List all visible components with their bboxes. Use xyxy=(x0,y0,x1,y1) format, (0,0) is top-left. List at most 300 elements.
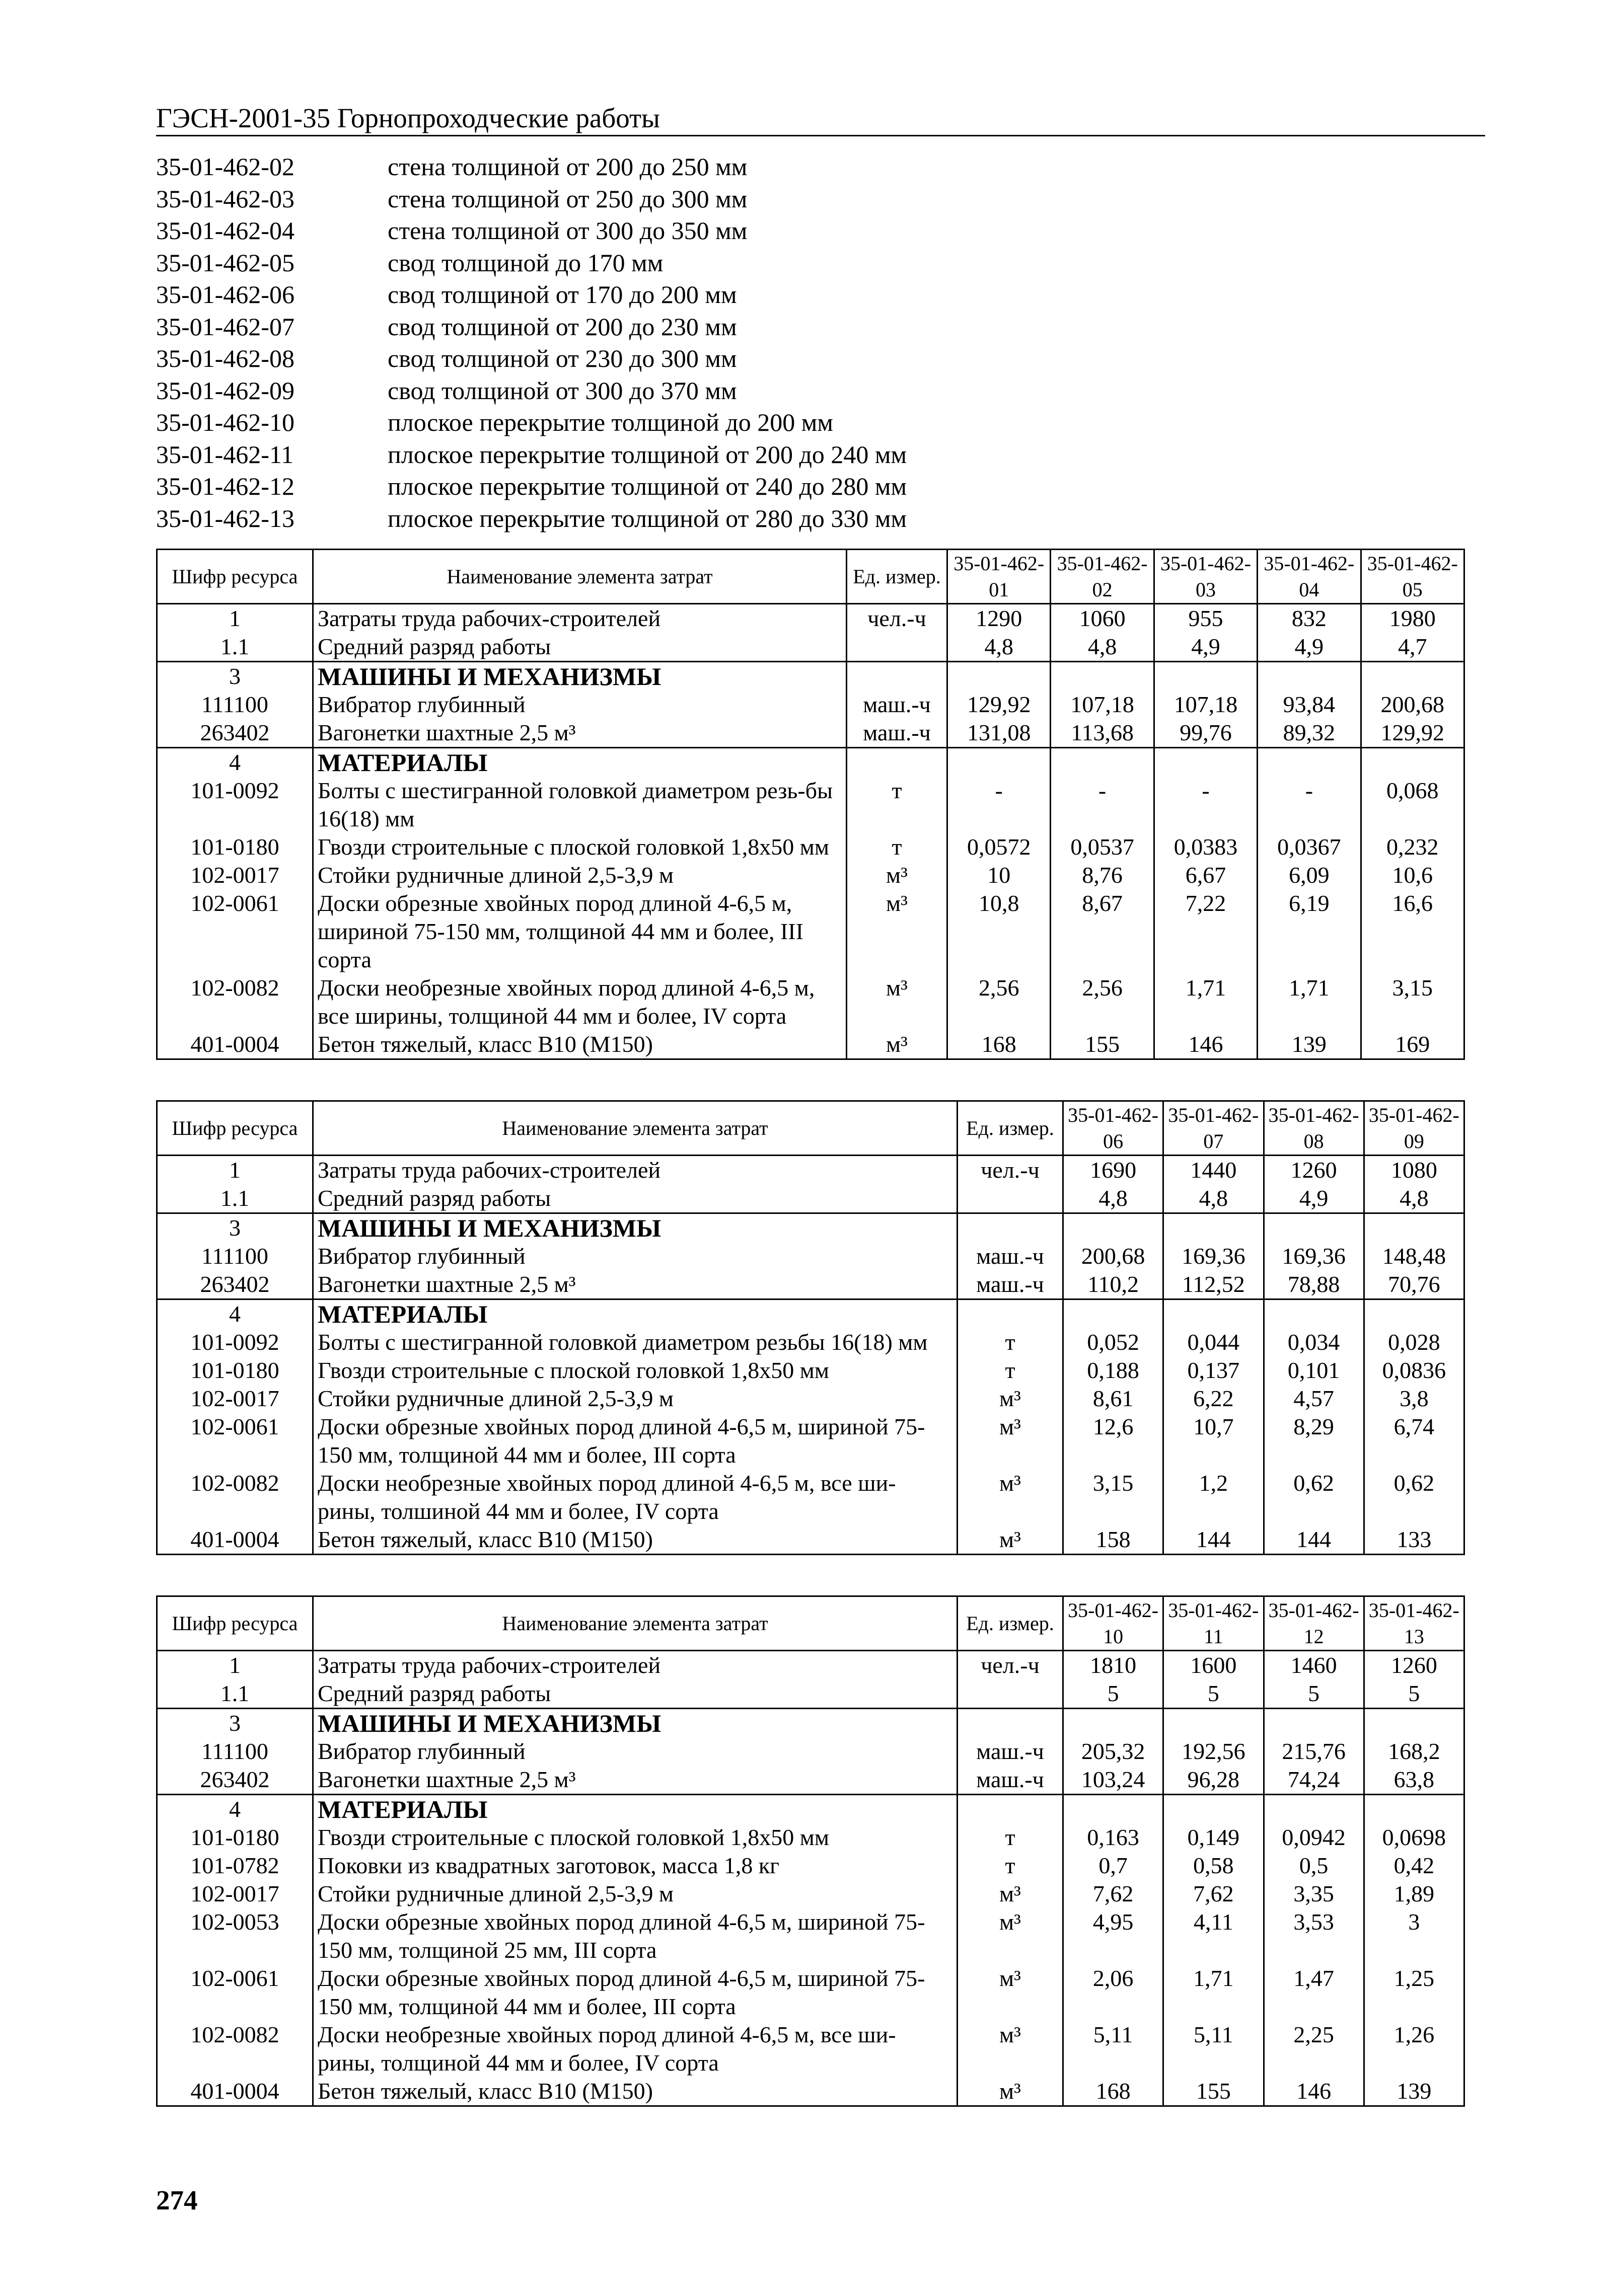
code-list-description: плоское перекрытие толщиной от 280 до 330 мм xyxy=(388,504,907,532)
cell-value: 0,163 xyxy=(1063,1823,1163,1852)
code-list-item xyxy=(156,471,1465,503)
cell-value: 3,15 xyxy=(1361,974,1464,1030)
cell-name: Стойки рудничные длиной 2,5-3,9 м xyxy=(313,1385,958,1413)
cell-value: 1260 xyxy=(1264,1156,1364,1185)
cell-code: 3 xyxy=(229,1215,241,1241)
cell-unit xyxy=(847,748,947,777)
table-row xyxy=(157,1823,1464,1852)
code-list-description: плоское перекрытие толщиной от 240 до 280 мм xyxy=(388,472,907,500)
cell-name: Бетон тяжелый, класс В10 (М150) xyxy=(313,1525,958,1555)
cell-code: 101-0180 xyxy=(190,834,279,860)
code-list-code: 35-01-462-07 xyxy=(156,312,295,341)
code-list-description: свод толщиной до 170 мм xyxy=(388,248,664,277)
cell-name: МАТЕРИАЛЫ xyxy=(313,748,847,777)
cell-value: 0,149 xyxy=(1163,1823,1264,1852)
cell-value: 112,52 xyxy=(1163,1270,1264,1299)
cell-value: 192,56 xyxy=(1163,1737,1264,1766)
header-norm-code: 35-01-462-07 xyxy=(1163,1101,1264,1156)
cell-code: 1 xyxy=(229,605,241,631)
cell-name: Гвозди строительные с плоской головкой 1,8x50 мм xyxy=(313,1823,958,1852)
cell-value: 155 xyxy=(1051,1030,1154,1059)
cell-value xyxy=(1163,1795,1264,1824)
cell-value: 107,18 xyxy=(1051,691,1154,719)
cell-name: Вибратор глубинный xyxy=(313,1737,958,1766)
code-list-item xyxy=(156,151,1465,183)
table-body xyxy=(157,1651,1464,2106)
cell-value: 16,6 xyxy=(1361,889,1464,974)
cell-value: 4,8 xyxy=(947,633,1051,662)
code-list-item xyxy=(156,503,1465,535)
cell-value: 1060 xyxy=(1051,604,1154,633)
cell-value: 4,95 xyxy=(1063,1908,1163,1964)
header-row xyxy=(157,550,1464,604)
cell-value: 1290 xyxy=(947,604,1051,633)
cell-unit: чел.-ч xyxy=(958,1156,1063,1185)
cell-value: 0,5 xyxy=(1264,1852,1364,1880)
code-list-code: 35-01-462-09 xyxy=(156,376,295,405)
cell-name: Доски необрезные хвойных пород длиной 4-6,5 м, все ши-рины, толщиной 44 мм и более, IV сорта xyxy=(313,2021,958,2077)
table-row xyxy=(157,1651,1464,1680)
cell-value: - xyxy=(947,777,1051,833)
cell-unit: т xyxy=(958,1852,1063,1880)
cell-value: 1,71 xyxy=(1258,974,1361,1030)
code-list-code: 35-01-462-12 xyxy=(156,472,295,500)
table-row xyxy=(157,1328,1464,1356)
cell-code: 111100 xyxy=(201,1738,268,1764)
cell-value: 113,68 xyxy=(1051,719,1154,748)
cell-value xyxy=(1364,1795,1464,1824)
cell-value: 4,11 xyxy=(1163,1908,1264,1964)
header-unit: Ед. измер. xyxy=(958,1596,1063,1651)
table-row xyxy=(157,1385,1464,1413)
cell-value xyxy=(1361,748,1464,777)
cell-code: 401-0004 xyxy=(190,1031,279,1057)
cell-value: 10,8 xyxy=(947,889,1051,974)
code-list-description: свод толщиной от 200 до 230 мм xyxy=(388,312,737,341)
cell-value: 107,18 xyxy=(1154,691,1257,719)
cell-value: 0,62 xyxy=(1364,1469,1464,1525)
cell-name: Вибратор глубинный xyxy=(313,691,847,719)
cell-value: 0,58 xyxy=(1163,1852,1264,1880)
section-row xyxy=(157,662,1464,691)
cell-code: 3 xyxy=(229,1710,241,1736)
cell-value: 12,6 xyxy=(1063,1413,1163,1469)
cell-value: 4,9 xyxy=(1264,1184,1364,1213)
cell-value: 7,62 xyxy=(1163,1880,1264,1908)
cell-unit: м³ xyxy=(847,861,947,889)
code-list-description: стена толщиной от 300 до 350 мм xyxy=(388,216,748,245)
table-row xyxy=(157,861,1464,889)
section-row xyxy=(157,1795,1464,1824)
cell-value: 4,8 xyxy=(1364,1184,1464,1213)
code-list-description: свод толщиной от 230 до 300 мм xyxy=(388,344,737,372)
table-row xyxy=(157,2077,1464,2106)
cell-name: Поковки из квадратных заготовок, масса 1,8 кг xyxy=(313,1852,958,1880)
cell-name: Вагонетки шахтные 2,5 м³ xyxy=(313,719,847,748)
cell-value: 3 xyxy=(1364,1908,1464,1964)
cell-value xyxy=(1163,1213,1264,1243)
cell-value: 93,84 xyxy=(1258,691,1361,719)
cell-value: 4,9 xyxy=(1154,633,1257,662)
cell-value: 200,68 xyxy=(1361,691,1464,719)
cell-value: 139 xyxy=(1364,2077,1464,2106)
cell-value: 10,6 xyxy=(1361,861,1464,889)
table-row xyxy=(157,1679,1464,1709)
cell-code: 102-0061 xyxy=(190,1965,279,1991)
header-code: Шифр ресурса xyxy=(157,1596,313,1651)
cell-name: Вибратор глубинный xyxy=(313,1242,958,1270)
table-row xyxy=(157,1030,1464,1059)
header-name: Наименование элемента затрат xyxy=(313,1596,958,1651)
cell-value: 148,48 xyxy=(1364,1242,1464,1270)
cell-value xyxy=(1258,748,1361,777)
cell-value: 1980 xyxy=(1361,604,1464,633)
table-row xyxy=(157,1184,1464,1213)
header-title: ГЭСН-2001-35 Горнопроходческие работы xyxy=(156,103,660,133)
header-norm-code: 35-01-462-06 xyxy=(1063,1101,1163,1156)
cell-name: МАТЕРИАЛЫ xyxy=(313,1795,958,1824)
cell-value: 6,22 xyxy=(1163,1385,1264,1413)
cell-value: 4,57 xyxy=(1264,1385,1364,1413)
cell-unit xyxy=(958,1679,1063,1709)
code-list-description: стена толщиной от 200 до 250 мм xyxy=(388,152,748,181)
cell-unit: м³ xyxy=(958,1385,1063,1413)
cell-value: 74,24 xyxy=(1264,1766,1364,1795)
cell-value: 63,8 xyxy=(1364,1766,1464,1795)
cell-code: 102-0017 xyxy=(190,1386,279,1411)
cell-value xyxy=(1264,1795,1364,1824)
cell-value: 4,9 xyxy=(1258,633,1361,662)
cell-value: 168,2 xyxy=(1364,1737,1464,1766)
cell-value xyxy=(1051,662,1154,691)
cell-code: 102-0017 xyxy=(190,1881,279,1906)
cell-name: МАШИНЫ И МЕХАНИЗМЫ xyxy=(313,1709,958,1738)
header-norm-code: 35-01-462-13 xyxy=(1364,1596,1464,1651)
code-list-code: 35-01-462-06 xyxy=(156,280,295,309)
cell-value xyxy=(1051,748,1154,777)
header-row xyxy=(157,1101,1464,1156)
cell-value: 832 xyxy=(1258,604,1361,633)
cell-unit xyxy=(958,1709,1063,1738)
cell-code: 401-0004 xyxy=(190,2078,279,2104)
cell-value: 169,36 xyxy=(1264,1242,1364,1270)
cell-value: 0,0367 xyxy=(1258,833,1361,861)
table-row xyxy=(157,889,1464,974)
cell-value: 1260 xyxy=(1364,1651,1464,1680)
header-norm-code: 35-01-462-04 xyxy=(1258,550,1361,604)
cell-unit: маш.-ч xyxy=(847,691,947,719)
cell-value: 1460 xyxy=(1264,1651,1364,1680)
cell-value xyxy=(1063,1213,1163,1243)
cell-code: 101-0092 xyxy=(190,778,279,803)
cell-value: 1,71 xyxy=(1154,974,1257,1030)
cell-unit: т xyxy=(847,833,947,861)
cell-name: Доски обрезные хвойных пород длиной 4-6,5 м, шириной 75-150 мм, толщиной 44 мм и более, III сорта xyxy=(313,1413,958,1469)
cell-value: 0,7 xyxy=(1063,1852,1163,1880)
cell-code: 401-0004 xyxy=(190,1526,279,1552)
cell-value: 5,11 xyxy=(1063,2021,1163,2077)
cell-name: Стойки рудничные длиной 2,5-3,9 м xyxy=(313,861,847,889)
cell-unit xyxy=(847,633,947,662)
cell-value: 5 xyxy=(1364,1679,1464,1709)
cell-code: 4 xyxy=(229,1301,241,1327)
cell-unit: м³ xyxy=(958,1964,1063,2021)
cell-value: 8,76 xyxy=(1051,861,1154,889)
cell-value: 955 xyxy=(1154,604,1257,633)
cell-name: Гвозди строительные с плоской головкой 1,8x50 мм xyxy=(313,833,847,861)
cell-unit: м³ xyxy=(958,1908,1063,1964)
table-row xyxy=(157,1964,1464,2021)
resource-table-1 xyxy=(156,549,1465,1060)
table-row xyxy=(157,1356,1464,1385)
table-row xyxy=(157,1413,1464,1469)
cell-value: 0,0572 xyxy=(947,833,1051,861)
cell-code: 1 xyxy=(229,1652,241,1678)
cell-unit: т xyxy=(958,1823,1063,1852)
cell-name: Болты с шестигранной головкой диаметром резьбы 16(18) мм xyxy=(313,1328,958,1356)
table-header xyxy=(157,1101,1464,1156)
section-row xyxy=(157,1299,1464,1329)
header-name: Наименование элемента затрат xyxy=(313,550,847,604)
cell-value: 215,76 xyxy=(1264,1737,1364,1766)
cell-code: 101-0092 xyxy=(190,1329,279,1355)
cell-unit: т xyxy=(847,777,947,833)
cell-unit: чел.-ч xyxy=(847,604,947,633)
cell-value xyxy=(1264,1213,1364,1243)
cell-value: 0,068 xyxy=(1361,777,1464,833)
cell-name: Бетон тяжелый, класс В10 (М150) xyxy=(313,2077,958,2106)
code-list-code: 35-01-462-08 xyxy=(156,344,295,372)
cell-value xyxy=(1364,1299,1464,1329)
table-row xyxy=(157,719,1464,748)
section-row xyxy=(157,1709,1464,1738)
cell-unit: маш.-ч xyxy=(847,719,947,748)
cell-value xyxy=(947,748,1051,777)
header-norm-code: 35-01-462-08 xyxy=(1264,1101,1364,1156)
cell-value: 0,0537 xyxy=(1051,833,1154,861)
cell-value: 110,2 xyxy=(1063,1270,1163,1299)
cell-value xyxy=(1154,662,1257,691)
cell-value: 0,0698 xyxy=(1364,1823,1464,1852)
cell-unit: т xyxy=(958,1356,1063,1385)
cell-value: 1810 xyxy=(1063,1651,1163,1680)
cell-value: 0,0383 xyxy=(1154,833,1257,861)
cell-value xyxy=(1361,662,1464,691)
cell-unit: м³ xyxy=(958,1413,1063,1469)
header-norm-code: 35-01-462-11 xyxy=(1163,1596,1264,1651)
cell-unit xyxy=(847,662,947,691)
cell-value: 144 xyxy=(1264,1525,1364,1555)
table-row xyxy=(157,777,1464,833)
table-row xyxy=(157,1525,1464,1555)
cell-value: 3,53 xyxy=(1264,1908,1364,1964)
cell-value: 5 xyxy=(1264,1679,1364,1709)
cell-value: 1,47 xyxy=(1264,1964,1364,2021)
cell-code: 102-0061 xyxy=(190,1414,279,1439)
cell-value: 131,08 xyxy=(947,719,1051,748)
cell-unit: м³ xyxy=(958,1469,1063,1525)
cell-name: Доски обрезные хвойных пород длиной 4-6,5 м, шириной 75-150 мм, толщиной 25 мм, III сорта xyxy=(313,1908,958,1964)
cell-value: - xyxy=(1051,777,1154,833)
cell-code: 102-0082 xyxy=(190,2022,279,2047)
cell-value: - xyxy=(1258,777,1361,833)
table-row xyxy=(157,691,1464,719)
cell-value: 1,25 xyxy=(1364,1964,1464,2021)
cell-name: МАШИНЫ И МЕХАНИЗМЫ xyxy=(313,1213,958,1243)
section-row xyxy=(157,748,1464,777)
header-norm-code: 35-01-462-09 xyxy=(1364,1101,1464,1156)
cell-value: 10 xyxy=(947,861,1051,889)
table-row xyxy=(157,1737,1464,1766)
cell-value: 133 xyxy=(1364,1525,1464,1555)
cell-value xyxy=(1264,1709,1364,1738)
cell-value: 169 xyxy=(1361,1030,1464,1059)
cell-code: 4 xyxy=(229,1796,241,1822)
cell-name: МАТЕРИАЛЫ xyxy=(313,1299,958,1329)
cell-value: 1,2 xyxy=(1163,1469,1264,1525)
table-row xyxy=(157,1766,1464,1795)
cell-code: 111100 xyxy=(201,692,268,717)
cell-value: 89,32 xyxy=(1258,719,1361,748)
cell-value: 0,188 xyxy=(1063,1356,1163,1385)
page-number: 274 xyxy=(156,2185,198,2215)
code-list-item xyxy=(156,279,1465,311)
cell-value: 5 xyxy=(1063,1679,1163,1709)
table-row xyxy=(157,1242,1464,1270)
cell-value: 144 xyxy=(1163,1525,1264,1555)
cell-value: 0,137 xyxy=(1163,1356,1264,1385)
header-code: Шифр ресурса xyxy=(157,550,313,604)
cell-value: 169,36 xyxy=(1163,1242,1264,1270)
cell-code: 1 xyxy=(229,1157,241,1183)
cell-value: 0,232 xyxy=(1361,833,1464,861)
cell-name: Доски обрезные хвойных пород длиной 4-6,5 м, шириной 75-150 мм, толщиной 44 мм и более, III сорта xyxy=(313,1964,958,2021)
page-header xyxy=(156,99,1485,136)
table-body xyxy=(157,1156,1464,1555)
code-list-item xyxy=(156,311,1465,343)
cell-value: 168 xyxy=(947,1030,1051,1059)
cell-value xyxy=(1154,748,1257,777)
cell-value: 8,61 xyxy=(1063,1385,1163,1413)
header-norm-code: 35-01-462-10 xyxy=(1063,1596,1163,1651)
table-row xyxy=(157,974,1464,1030)
header-norm-code: 35-01-462-01 xyxy=(947,550,1051,604)
cell-value: 10,7 xyxy=(1163,1413,1264,1469)
cell-value: 1600 xyxy=(1163,1651,1264,1680)
cell-unit: чел.-ч xyxy=(958,1651,1063,1680)
table-row xyxy=(157,833,1464,861)
cell-value: 78,88 xyxy=(1264,1270,1364,1299)
cell-value xyxy=(1063,1299,1163,1329)
cell-value xyxy=(1364,1709,1464,1738)
cell-value: 99,76 xyxy=(1154,719,1257,748)
code-list-description: плоское перекрытие толщиной от 200 до 240 мм xyxy=(388,440,907,469)
cell-name: Средний разряд работы xyxy=(313,633,847,662)
cell-unit: т xyxy=(958,1328,1063,1356)
cell-name: Стойки рудничные длиной 2,5-3,9 м xyxy=(313,1880,958,1908)
cell-value xyxy=(1163,1709,1264,1738)
cell-value: 103,24 xyxy=(1063,1766,1163,1795)
cell-value: 2,25 xyxy=(1264,2021,1364,2077)
cell-code: 102-0053 xyxy=(190,1909,279,1935)
cell-value: 2,56 xyxy=(947,974,1051,1030)
cell-code: 101-0180 xyxy=(190,1824,279,1850)
code-list-description: плоское перекрытие толщиной до 200 мм xyxy=(388,408,834,436)
cell-value: 129,92 xyxy=(947,691,1051,719)
table-row xyxy=(157,1880,1464,1908)
cell-name: Затраты труда рабочих-строителей xyxy=(313,1651,958,1680)
code-list-code: 35-01-462-05 xyxy=(156,248,295,277)
table-row xyxy=(157,1270,1464,1299)
cell-value: 7,22 xyxy=(1154,889,1257,974)
resource-table-2 xyxy=(156,1100,1465,1555)
cell-name: Вагонетки шахтные 2,5 м³ xyxy=(313,1766,958,1795)
cell-value: 1,71 xyxy=(1163,1964,1264,2021)
cell-name: Гвозди строительные с плоской головкой 1,8x50 мм xyxy=(313,1356,958,1385)
cell-unit: маш.-ч xyxy=(958,1242,1063,1270)
cell-value: 0,052 xyxy=(1063,1328,1163,1356)
cell-name: Болты с шестигранной головкой диаметром резь-бы 16(18) мм xyxy=(313,777,847,833)
cell-code: 263402 xyxy=(157,719,313,748)
cell-unit: м³ xyxy=(847,974,947,1030)
header-unit: Ед. измер. xyxy=(847,550,947,604)
cell-name: Бетон тяжелый, класс В10 (М150) xyxy=(313,1030,847,1059)
cell-unit xyxy=(958,1184,1063,1213)
cell-code: 1.1 xyxy=(157,1679,313,1709)
cell-code: 4 xyxy=(229,749,241,775)
code-list-code: 35-01-462-04 xyxy=(156,216,295,245)
cell-value xyxy=(1163,1299,1264,1329)
cell-value xyxy=(1063,1709,1163,1738)
cell-value: 4,8 xyxy=(1051,633,1154,662)
cell-value: 3,8 xyxy=(1364,1385,1464,1413)
cell-unit: м³ xyxy=(847,1030,947,1059)
cell-value: 1690 xyxy=(1063,1156,1163,1185)
cell-value: 0,044 xyxy=(1163,1328,1264,1356)
cell-value: 205,32 xyxy=(1063,1737,1163,1766)
code-description-list xyxy=(156,151,1465,534)
header-norm-code: 35-01-462-12 xyxy=(1264,1596,1364,1651)
header-unit: Ед. измер. xyxy=(958,1101,1063,1156)
cell-name: Вагонетки шахтные 2,5 м³ xyxy=(313,1270,958,1299)
cell-value: 5,11 xyxy=(1163,2021,1264,2077)
cell-value: 3,15 xyxy=(1063,1469,1163,1525)
cell-value: 7,62 xyxy=(1063,1880,1163,1908)
table-body xyxy=(157,604,1464,1059)
cell-value: 1,89 xyxy=(1364,1880,1464,1908)
code-list-code: 35-01-462-11 xyxy=(156,440,294,469)
cell-code: 263402 xyxy=(157,1270,313,1299)
cell-value: 1080 xyxy=(1364,1156,1464,1185)
header-row xyxy=(157,1596,1464,1651)
cell-value: 3,35 xyxy=(1264,1880,1364,1908)
cell-value: 2,56 xyxy=(1051,974,1154,1030)
code-list-code: 35-01-462-03 xyxy=(156,184,295,213)
cell-unit: маш.-ч xyxy=(958,1766,1063,1795)
table-row xyxy=(157,2021,1464,2077)
cell-value: 146 xyxy=(1154,1030,1257,1059)
cell-unit xyxy=(958,1795,1063,1824)
cell-name: МАШИНЫ И МЕХАНИЗМЫ xyxy=(313,662,847,691)
code-list-item xyxy=(156,407,1465,439)
cell-value: - xyxy=(1154,777,1257,833)
cell-value xyxy=(1258,662,1361,691)
cell-unit: маш.-ч xyxy=(958,1270,1063,1299)
cell-unit: м³ xyxy=(958,2077,1063,2106)
cell-value: 6,67 xyxy=(1154,861,1257,889)
resource-table-3 xyxy=(156,1595,1465,2107)
cell-code: 1.1 xyxy=(157,1184,313,1213)
